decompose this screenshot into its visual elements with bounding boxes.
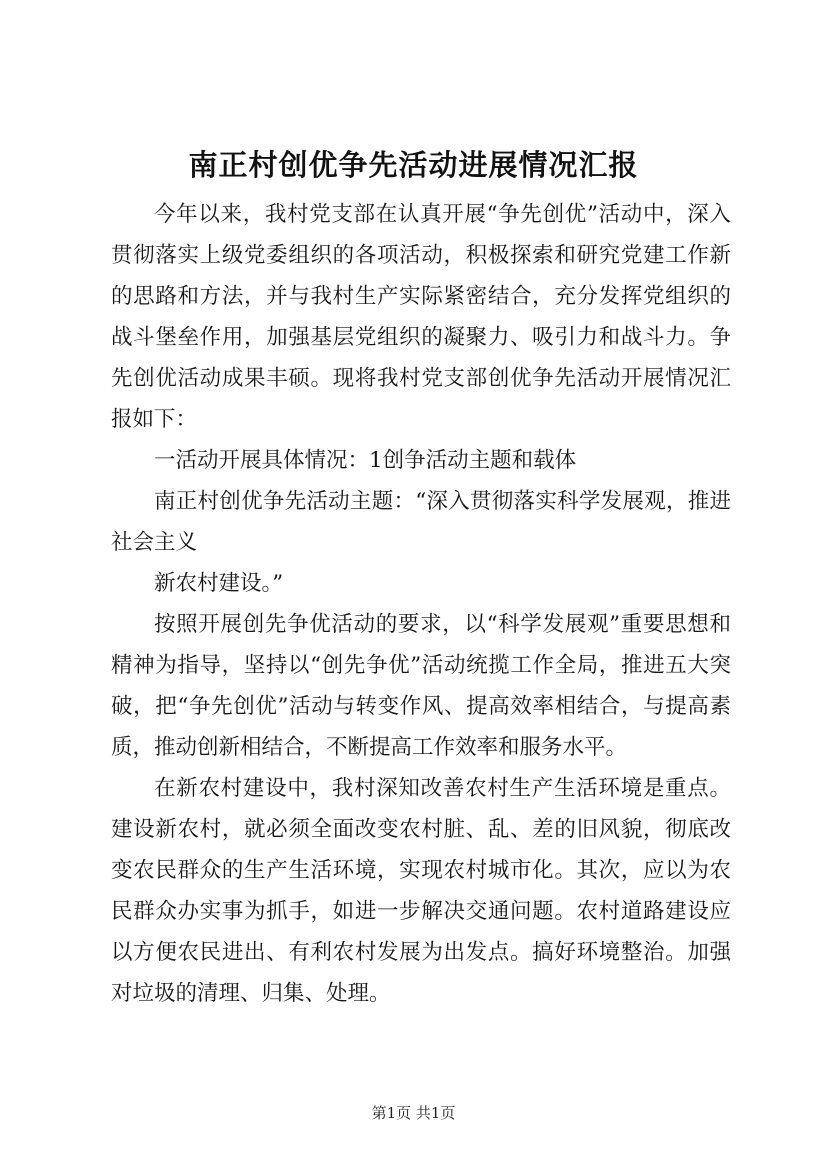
paragraph-new-countryside: 在新农村建设中，我村深知改善农村生产生活环境是重点。建设新农村，就必须全面改变农村脏、乱、差的旧风貌，彻底改变农民群众的生产生活环境，实现农村城市化。其次，应以为农民群众办实事为抓手，如进一步解决交通问题。农村道路建设应以方便农民进出、有利农村发展为出发点。搞好环境整治。加强对垃圾的清理、归集、处理。: [111, 776, 731, 1006]
document-title: 南正村创优争先活动进展情况汇报: [188, 148, 639, 182]
page-indicator: 第1页 共1页: [371, 1104, 456, 1122]
paragraph-theme-continuation: 新农村建设。”: [154, 571, 284, 596]
document-body: [111, 194, 731, 1014]
paragraph-requirements: 按照开展创先争优活动的要求，以“科学发展观”重要思想和精神为指导，坚持以“创先争优”活动统揽工作全局，推进五大突破，把“争先创优”活动与转变作风、提高效率相结合，与提高素质，推动创新相结合，不断提高工作效率和服务水平。: [111, 612, 731, 760]
paragraph-activity-heading: 一活动开展具体情况：1创争活动主题和载体: [154, 448, 577, 473]
paragraph-intro: 今年以来，我村党支部在认真开展“争先创优”活动中，深入贯彻落实上级党委组织的各项活动，积极探索和研究党建工作新的思路和方法，并与我村生产实际紧密结合，充分发挥党组织的战斗堡垒作用，加强基层党组织的凝聚力、吸引力和战斗力。争先创优活动成果丰硕。现将我村党支部创优争先活动开展情况汇报如下：: [111, 202, 731, 432]
paragraph-activity-theme: 南正村创优争先活动主题：“深入贯彻落实科学发展观，推进社会主义: [111, 489, 731, 555]
